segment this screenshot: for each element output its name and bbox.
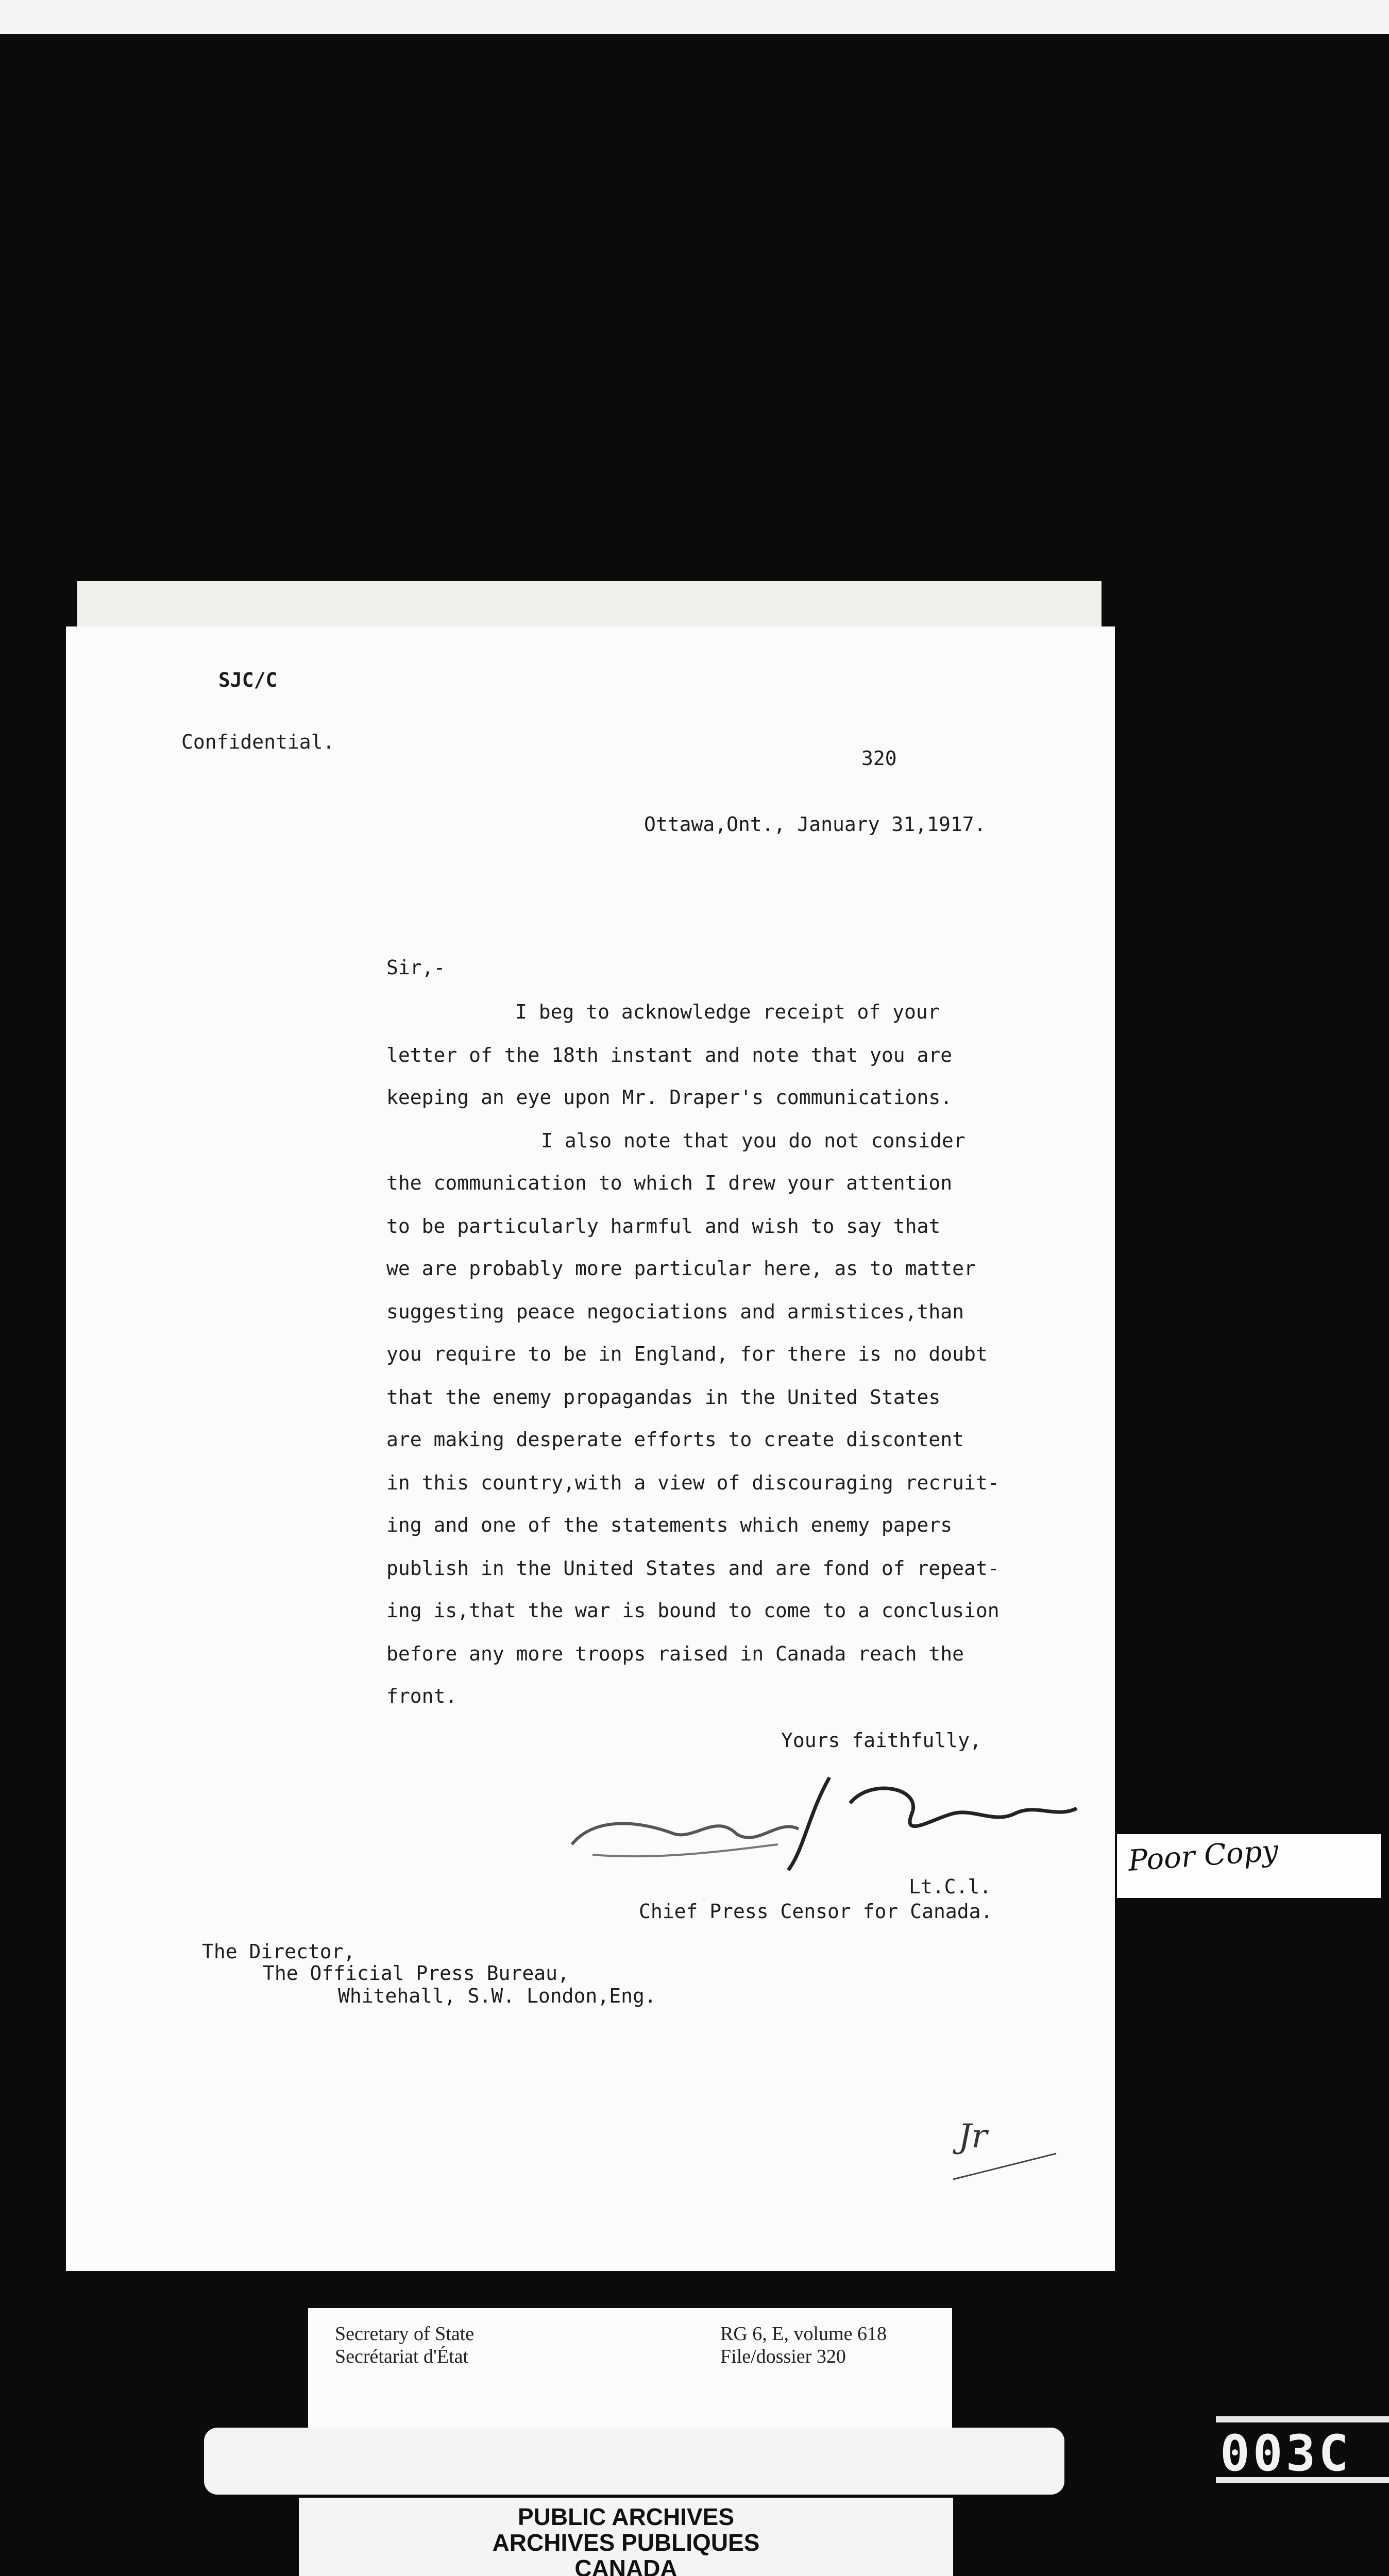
archive-file: File/dossier 320 (720, 2346, 846, 2367)
place-date: Ottawa,Ont., January 31,1917. (644, 813, 986, 836)
recipient-line: The Official Press Bureau, (263, 1962, 569, 1985)
body-line: ing is,that the war is bound to come to a conclusion (386, 1599, 1000, 1622)
body-line: are making desperate efforts to create discontent (386, 1428, 964, 1451)
initials-underline (948, 2143, 1061, 2184)
archive-stamp-line1: PUBLIC ARCHIVES (518, 2503, 734, 2530)
signatory-title: Chief Press Censor for Canada. (639, 1900, 993, 1923)
film-frame-counter (1216, 2411, 1389, 2488)
body-line: we are probably more particular here, as to matter (386, 1257, 976, 1280)
body-line: before any more troops raised in Canada reach the (386, 1642, 964, 1665)
archive-stamp-line3: CANADA (574, 2555, 677, 2576)
handwritten-initials: Jr (958, 2117, 988, 2156)
file-number: 320 (861, 747, 897, 770)
recipient-line: The Director, (202, 1940, 355, 1963)
archive-volume: RG 6, E, volume 618 (720, 2323, 887, 2345)
body-line: letter of the 18th instant and note that you are (386, 1044, 953, 1066)
body-line: you require to be in England, for there is no doubt (386, 1343, 988, 1365)
recipient-line: Whitehall, S.W. London,Eng. (338, 1985, 656, 2007)
poor-copy-text: Poor Copy (1127, 1834, 1280, 1878)
letter-classification: Confidential. (181, 731, 335, 753)
department-fr: Secrétariat d'État (335, 2346, 468, 2367)
body-line: suggesting peace negociations and armistices,than (386, 1300, 964, 1323)
signatory-rank: Lt.C.l. (909, 1875, 992, 1898)
body-line: ing and one of the statements which enemy papers (386, 1514, 953, 1536)
archive-stamp (299, 2498, 953, 2576)
body-line: the communication to which I drew your attention (386, 1172, 953, 1194)
body-line: I beg to acknowledge receipt of your (515, 1001, 940, 1023)
poor-copy-tag (1117, 1834, 1381, 1898)
body-line: front. (386, 1685, 458, 1707)
frame-number: 003C (1220, 2425, 1352, 2482)
archive-stamp-line2: ARCHIVES PUBLIQUES (492, 2529, 760, 2556)
body-line: I also note that you do not consider (541, 1129, 965, 1152)
body-line: that the enemy propagandas in the United States (386, 1386, 941, 1409)
letter-reference: SJC/C (218, 669, 278, 691)
archive-stamp-band (204, 2428, 1064, 2495)
body-line: keeping an eye upon Mr. Draper's communications. (386, 1086, 953, 1109)
film-top-strip (0, 0, 1389, 34)
body-line: to be particularly harmful and wish to say that (386, 1215, 941, 1238)
closing: Yours faithfully, (781, 1729, 981, 1752)
salutation: Sir,- (386, 956, 446, 979)
body-line: in this country,with a view of discouraging recruit- (386, 1471, 1000, 1494)
department-en: Secretary of State (335, 2323, 475, 2345)
signature (562, 1757, 1092, 1880)
body-line: publish in the United States and are fond of repeat- (386, 1557, 1000, 1580)
